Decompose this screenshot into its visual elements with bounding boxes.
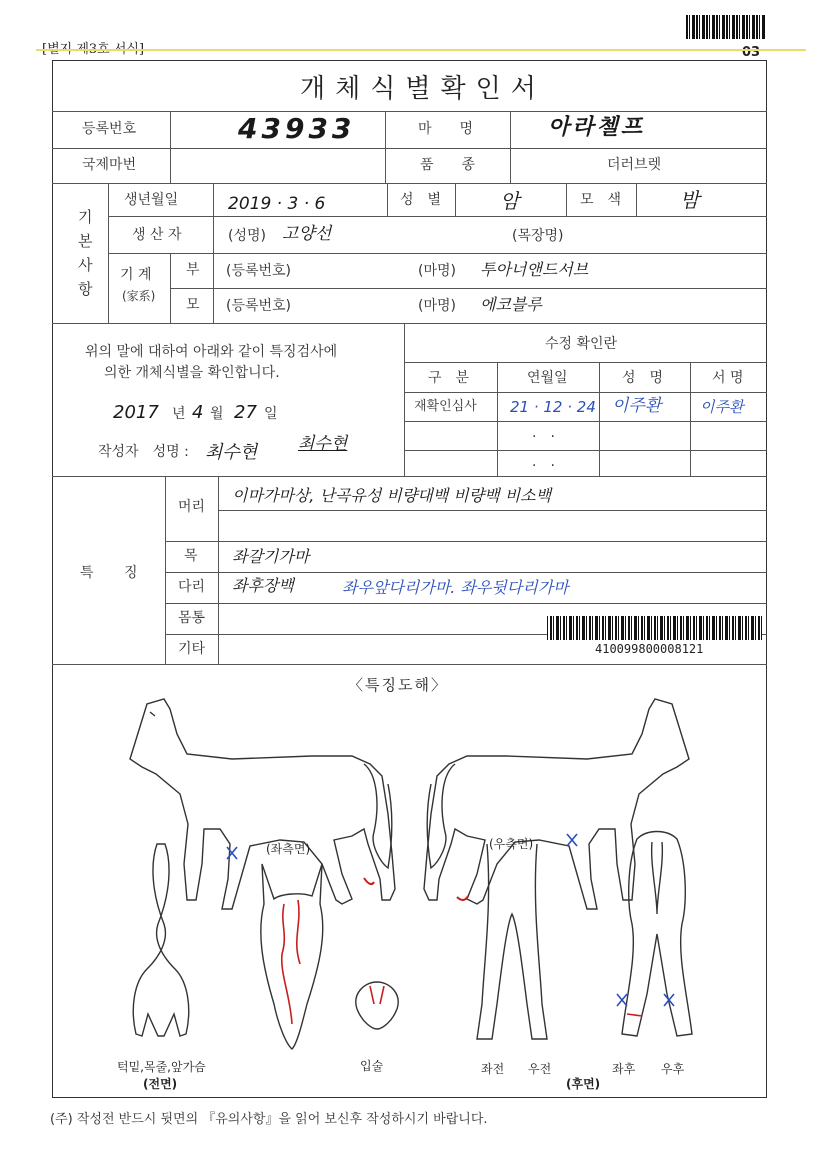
color-value: 밤 <box>680 188 700 212</box>
divider <box>599 362 600 476</box>
divider <box>170 253 171 323</box>
divider <box>455 183 456 216</box>
legs-value-correction: 좌우앞다리가마. 좌우뒷다리가마 <box>342 578 569 597</box>
author-signature: 최수현 <box>298 434 348 454</box>
basic-side-label-3: 사 <box>78 256 93 274</box>
divider <box>497 362 498 476</box>
divider <box>636 183 637 216</box>
front-neck-label: 턱밑,목줄,앞가슴 <box>117 1060 206 1074</box>
horse-name-label: 마 명 <box>418 121 474 137</box>
divider <box>510 111 511 183</box>
breeder-name-label: (성명) <box>228 228 266 244</box>
feature-barcode-number: 4100998000081​21 <box>595 642 704 656</box>
page-number: 03 <box>742 45 761 60</box>
features-side-label-2: 징 <box>124 565 138 581</box>
divider <box>218 476 219 664</box>
left-hind-label: 좌후 <box>612 1062 636 1076</box>
divider <box>52 476 767 477</box>
divider <box>404 392 767 393</box>
horse-name-value: 아라첼프 <box>548 115 646 140</box>
front-view-label: (전면) <box>143 1077 178 1091</box>
sire-reg-label: (등록번호) <box>226 263 292 279</box>
correction-row1-date: 21 · 12 · 24 <box>510 398 596 416</box>
header-rule <box>36 49 806 51</box>
neck-value: 좌갈기가마 <box>232 547 310 566</box>
registration-value: 43933 <box>238 112 356 145</box>
sex-value: 암 <box>500 189 520 213</box>
right-fore-label: 우전 <box>528 1062 552 1076</box>
divider <box>218 510 767 511</box>
confirm-text-line1: 위의 말에 대하여 아래와 같이 특징검사에 <box>85 344 338 360</box>
confirm-day-unit: 일 <box>264 406 278 422</box>
color-label: 모 색 <box>580 192 622 208</box>
pedigree-sub-label: (家系) <box>122 289 156 303</box>
correction-row1-kind: 재확인심사 <box>414 399 477 414</box>
neck-label: 목 <box>184 548 198 564</box>
dam-name-label: (마명) <box>418 298 456 314</box>
divider <box>404 450 767 451</box>
breeder-label: 생 산 자 <box>132 227 182 243</box>
whorl-marks <box>227 834 674 1006</box>
breeder-name-value: 고양선 <box>282 224 332 244</box>
dam-name-value: 에코블루 <box>480 295 542 314</box>
left-side-label: (좌측면) <box>266 842 311 856</box>
legs-label: 다리 <box>178 579 206 595</box>
divider <box>170 288 767 289</box>
correction-row3-dots: · · <box>532 458 555 474</box>
correction-col-date: 연월일 <box>527 370 568 386</box>
divider <box>52 111 767 112</box>
intl-number-label: 국제마번 <box>82 157 137 173</box>
lips-view <box>356 982 398 1029</box>
sire-name-value: 투아너앤드서브 <box>480 260 589 279</box>
divider <box>404 362 767 363</box>
other-label: 기타 <box>178 641 206 657</box>
birth-label: 생년월일 <box>124 192 179 208</box>
confirm-month-unit: 월 <box>210 406 224 422</box>
right-hind-label: 우후 <box>661 1062 685 1076</box>
author-label: 작성자 성명 : <box>98 444 189 460</box>
divider <box>387 183 388 216</box>
basic-side-label-2: 본 <box>78 232 93 250</box>
farm-label: (목장명) <box>512 228 564 244</box>
head-label: 머리 <box>178 499 206 515</box>
divider <box>165 603 767 604</box>
body-label: 몸통 <box>178 610 206 626</box>
correction-row1-name: 이주환 <box>612 396 662 416</box>
breed-value: 더러브렛 <box>607 157 662 173</box>
correction-col-kind: 구 분 <box>428 370 470 386</box>
divider <box>108 253 767 254</box>
basic-side-label-1: 기 <box>78 208 93 226</box>
lips-label: 입술 <box>360 1059 384 1073</box>
pedigree-label: 기 계 <box>120 267 152 283</box>
horse-diagram <box>52 664 767 1098</box>
correction-row1-sign: 이주환 <box>700 398 744 416</box>
registration-label: 등록번호 <box>82 121 137 137</box>
confirm-year-unit: 년 <box>172 406 186 422</box>
divider <box>690 362 691 476</box>
basic-side-label-4: 항 <box>78 280 93 298</box>
divider <box>404 421 767 422</box>
divider <box>213 183 214 323</box>
dam-label: 모 <box>186 297 200 313</box>
confirm-date-month: 4 <box>192 402 204 423</box>
divider <box>165 541 767 542</box>
right-side-label: (우측면) <box>489 837 534 851</box>
dam-reg-label: (등록번호) <box>226 298 292 314</box>
rear-view-label: (후면) <box>566 1077 601 1091</box>
head-value: 이마가마상, 난곡유성 비량대백 비량백 비소백 <box>232 486 552 505</box>
sire-name-label: (마명) <box>418 263 456 279</box>
footer-note: (주) 작성전 반드시 뒷면의 『유의사항』을 읽어 보신후 작성하시기 바랍니다. <box>50 1112 488 1127</box>
divider <box>52 148 767 149</box>
correction-col-sign: 서 명 <box>712 370 744 386</box>
confirm-date-year: 2017 <box>113 402 159 423</box>
front-neck-view <box>133 844 188 1036</box>
divider <box>108 216 767 217</box>
front-legs-view <box>477 844 547 1039</box>
rear-view <box>622 832 692 1037</box>
divider <box>566 183 567 216</box>
legs-value: 좌후장백 <box>232 576 294 595</box>
sex-label: 성 별 <box>400 192 442 208</box>
divider <box>52 183 767 184</box>
diagram-title: 〈특징도해〉 <box>348 676 448 694</box>
divider <box>165 476 166 664</box>
divider <box>165 572 767 573</box>
sire-label: 부 <box>186 262 200 278</box>
right-side-horse <box>424 699 689 909</box>
correction-col-name: 성 명 <box>622 370 664 386</box>
head-front-view <box>261 864 323 1049</box>
feature-barcode <box>547 616 762 640</box>
left-fore-label: 좌전 <box>481 1062 505 1076</box>
divider <box>170 111 171 183</box>
form-tag: [별지 제3호 서식] <box>42 42 145 57</box>
features-side-label-1: 특 <box>80 565 94 581</box>
confirm-date-day: 27 <box>234 402 257 423</box>
divider <box>385 111 386 183</box>
divider <box>404 323 405 476</box>
correction-header: 수정 확인란 <box>545 336 618 352</box>
divider <box>52 323 767 324</box>
top-barcode <box>686 15 766 39</box>
author-name-value: 최수현 <box>205 442 258 463</box>
correction-row2-dots: · · <box>532 429 555 445</box>
birth-value: 2019 · 3 · 6 <box>228 194 326 214</box>
form-title: 개체식별확인서 <box>300 74 546 104</box>
confirm-text-line2: 의한 개체식별을 확인합니다. <box>104 365 280 381</box>
breed-label: 품 종 <box>420 157 476 173</box>
